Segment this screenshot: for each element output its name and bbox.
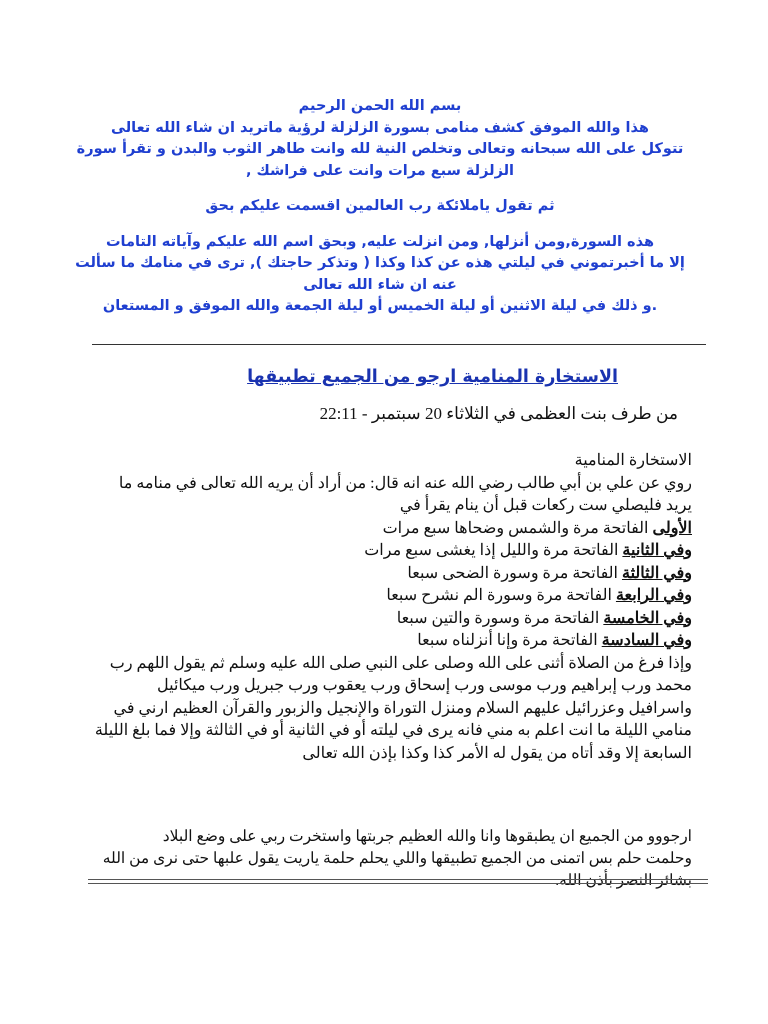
rakaa-text: الفاتحة مرة وسورة الم نشرح سبعا: [386, 587, 616, 604]
rakaa-line: [92, 585, 692, 608]
intro-line: إلا ما أخبرتموني في ليلتي هذه عن كذا وكذا ( وتذكر حاجتك ), ترى في منامك ما سألت: [75, 255, 685, 271]
intro-paragraph: [60, 96, 700, 318]
body-line: وإذا فرغ من الصلاة أثنى على الله وصلى على النبي صلى الله عليه وسلم ثم يقول اللهم رب: [109, 654, 692, 672]
intro-line: تتوكل على الله سبحانه وتعالى وتخلص النية لله وانت طاهر الثوب والبدن و تقرأ سورة: [76, 141, 684, 157]
rakaa-text: الفاتحة مرة وإنا أنزلناه سبعا: [417, 632, 602, 649]
rakaa-text: الفاتحة مرة وسورة الضحى سبعا: [407, 564, 622, 582]
rakaa-ordinal: الأولى: [652, 519, 692, 537]
rakaa-text: الفاتحة مرة والليل إذا يغشى سبع مرات: [364, 542, 623, 559]
body-line: واسرافيل وعزرائيل عليهم السلام ومنزل التوراة والإنجيل والزبور والقرآن العظيم ارني في: [113, 699, 692, 717]
closing-line: وحلمت حلم بس اتمنى من الجميع تطبيقها واللي يحلم حلمة ياريت يقول علبها حتى نرى من الله: [102, 850, 692, 867]
rakaa-line: [92, 563, 692, 586]
intro-line: ثم تقول ياملائكة رب العالمين اقسمت عليكم بحق: [205, 198, 555, 214]
divider: [92, 344, 706, 345]
rakaa-line: [92, 630, 692, 653]
body-line: روي عن علي بن أبي طالب رضي الله عنه انه قال: من أراد أن يريه الله تعالى في منامه ما: [118, 474, 692, 492]
intro-line: الزلزلة سبع مرات وانت على فراشك ,: [245, 162, 515, 179]
post-body: [92, 450, 692, 765]
intro-line: هذا والله الموفق كشف منامى بسورة الزلزلة لرؤية ماتريد ان شاء الله تعالى: [111, 119, 649, 136]
closing-line: بشائر النصر بأذن الله.: [555, 872, 692, 889]
post-author-line: من طرف بنت العظمى في الثلاثاء 20 سبتمبر - 22:11: [319, 404, 678, 423]
body-line: يريد فليصلي ست ركعات قبل أن ينام يقرأ في: [399, 497, 692, 514]
rakaa-ordinal: وفي السادسة: [601, 632, 692, 649]
intro-line: هذه السورة,ومن أنزلها, ومن انزلت عليه, وبحق اسم الله عليكم وآياته التامات: [105, 233, 655, 250]
double-divider: [88, 879, 708, 884]
rakaa-line: [92, 518, 692, 541]
body-title: الاستخارة المنامية: [574, 452, 692, 469]
rakaa-line: [92, 540, 692, 563]
rakaa-text: الفاتحة مرة والشمس وضحاها سبع مرات: [382, 519, 653, 537]
rakaa-ordinal: وفي الثالثة: [621, 564, 692, 582]
body-line: السابعة إلا وقد أتاه من يقول له الأمر كذا وكذا بإذن الله تعالى: [302, 744, 692, 762]
rakaa-line: [92, 608, 692, 631]
rakaa-text: الفاتحة مرة وسورة والتين سبعا: [396, 609, 604, 627]
post-title[interactable]: الاستخارة المنامية ارجو من الجميع تطبيقها: [247, 367, 618, 387]
body-line: محمد ورب إبراهيم ورب موسى ورب إسحاق ورب يعقوب ورب جبريل ورب ميكائيل: [157, 677, 692, 694]
rakaa-ordinal: وفي الخامسة: [603, 609, 692, 627]
intro-line: .و ذلك في ليلة الاثنين أو ليلة الخميس أو ليلة الجمعة والله الموفق و المستعان: [102, 298, 658, 314]
rakaa-ordinal: وفي الرابعة: [615, 587, 692, 604]
closing-line: ارجووو من الجميع ان يطبقوها وانا والله العظيم جربتها واستخرت ربي على وضع البلاد: [162, 828, 692, 845]
intro-line: عنه ان شاء الله تعالى: [303, 276, 457, 293]
basmala: بسم الله الحمن الرحيم: [298, 98, 462, 114]
body-line: منامي الليلة ما انت اعلم به مني فانه يرى في ليلته أو في الثانية أو في الثالثة وإلا فما بلغ الليلة: [94, 722, 692, 739]
rakaa-ordinal: وفي الثانية: [622, 542, 692, 559]
